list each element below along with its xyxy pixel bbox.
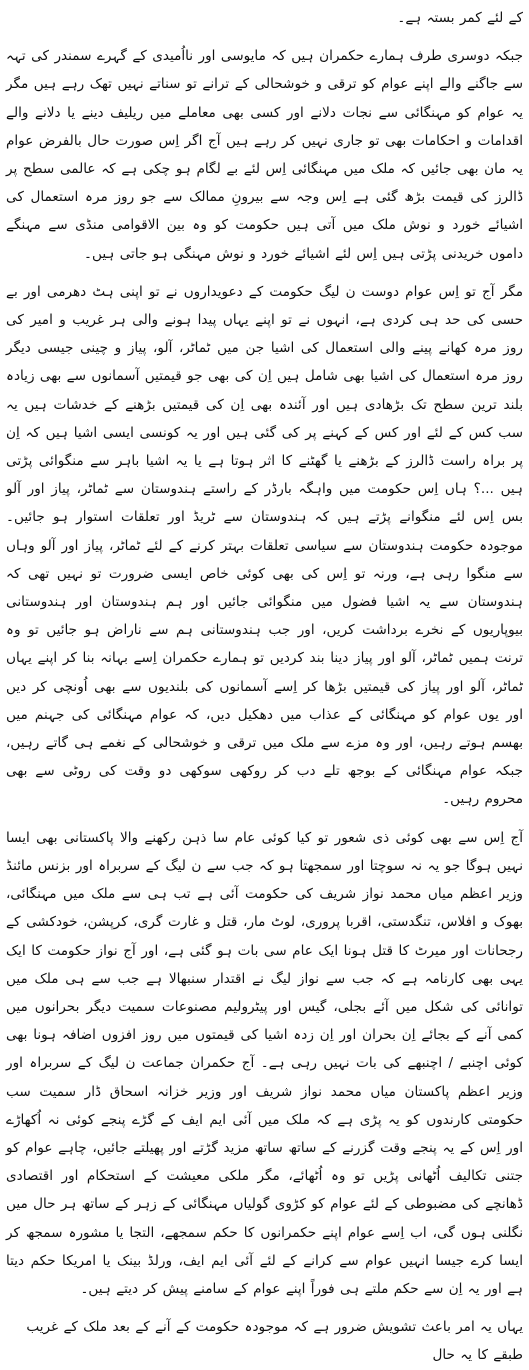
paragraph-1: کے لئے کمر بستہ ہے۔ (397, 10, 523, 26)
paragraph-gap (6, 814, 523, 824)
paragraph-4: آج اِس سے بھی کوئی ذی شعور تو کیا کوئی عام سا ذہن رکھنے والا پاکستانی بھی ایسا نہیں ہوگا جو یہ نہ سوچتا اور سمجھتا ہو کہ جب سے ن لیگ کے سربراہ اور بزنس مائنڈ وزیر اعظم میاں محمد نواز شریف کی حکومت آئی ہے تب ہی سے ملک میں مہنگائی، بھوک و افلاس، تنگدستی، اقربا پروری، لوٹ مار، قتل و غارت گری، کرپشن، خودکشی کے رجحانات اور میرٹ کا قتل ہونا ایک عام سی بات ہو گئی ہے، اور آج نواز حکومت کا ایک یہی بھی کارنامہ ہے کہ جب سے نواز لیگ نے اقتدار سنبھالا ہے جب سے ہی ملک میں توانائی کی شکل میں آئے بجلی، گیس اور پیٹرولیم مصنوعات سمیت دیگر بحرانوں میں کمی آنے کے بجائے اِن بحران اور اِن زدہ اشیا کی قیمتوں میں روز افزوں اضافہ ہونا بھی کوئی اچنبے / اچنبھے کی بات نہیں رہی ہے۔ آج حکمران جماعت ن لیگ کے سربراہ اور وزیر اعظم پاکستان میاں محمد نواز شریف اور وزیر خزانہ اسحاق ڈار سمیت سب حکومتی کارندوں کو یہ پڑی ہے کہ ملک میں آئی ایم ایف کے گڑے پنجے کوئی نہ اُکھاڑے اور اِس کے یہ پنجے وقت گزرنے کے ساتھ ساتھ مزید گڑتے اور پھیلتے جائیں، چاہے عوام کو جتنی تکالیف اُٹھانی پڑیں تو وہ اُٹھائے، مگر ملکی معیشت کے استحکام اور اقتصادی ڈھانچے کی مضبوطی کے لئے عوام کو کڑوی گولیاں مہنگائی کے زہر کے ساتھ ہر حال میں نگلنی ہوں گی، اب اِسے عوام اپنے حکمرانوں کا حکم سمجھے، التجا یا مشورہ سمجھ کر ایسا کرے جیسا انہیں عوام سے کرانے کے لئے آئی ایم ایف، ورلڈ بینک یا امریکا حکم دیتا ہے اور یہ اِن سے حکم ملتے ہی فوراً اپنے عوام کے سامنے پیش کر دیتے ہیں۔ (6, 829, 523, 1297)
paragraph-3: مگر آج تو اِس عوام دوست ن لیگ حکومت کے دعویداروں نے تو اپنی ہٹ دھرمی اور بے حسی کی حد ہی کردی ہے، انہوں نے تو اپنے یہاں پیدا ہونے والی ہر غریب و امیر کی روز مرہ کھانے پینے والی استعمال کی اشیا جن میں ٹماٹر، آلو، پیاز و چینی جیسی دیگر روز مرہ استعمال کی اشیا بھی شامل ہیں اِن کی بھی جو قیمتیں آسمانوں سے بھی زیادہ بلند ترین سطح تک بڑھادی ہیں اور آئندہ بھی اِن کی قیمتیں بڑھنے کے خدشات ہیں یہ سب کس کے لئے اور کس کے کہنے پر کی گئی ہیں اور یہ کونسی ایسی اشیا ہیں کہ اِن پر براہ راست ڈالرز کے بڑھنے یا گھٹنے کا اثر ہوتا ہے یا یہ اشیا باہر سے منگوائی پڑتی ہیں ...؟ ہاں اِس حکومت میں واہگہ بارڈر کے راستے ہندوستان سے ٹماٹر، پیاز اور آلو بس اِس لئے منگوانے پڑتے ہیں کہ ہندوستان سے ٹریڈ اور تعلقات استوار ہو جائیں۔ موجودہ حکومت ہندوستان سے سیاسی تعلقات بہتر کرنے کے لئے ٹماٹر، پیاز اور آلو وہاں سے منگوا رہی ہے، ورنہ تو اِس کی بھی کوئی خاص ایسی ضرورت تو نہیں تھی کہ ہندوستان سے یہ اشیا فضول میں منگوائی جائیں اور ہم ہندوستان اور ہندوستانی بیوپاریوں کے نخرے برداشت کریں، اور جب ہندوستانی ہم سے ناراض ہو جائیں تو وہ ترنت ہمیں ٹماٹر، آلو اور پیاز دینا بند کردیں تو ہمارے حکمران اِسے بہانہ بنا کر اپنے یہاں ٹماٹر، آلو اور پیاز کی قیمتیں بڑھا کر اِسے آسمانوں کی بلندیوں سے بھی اُونچی کر دیں اور یوں عوام کو مہنگائی کے عذاب میں دھکیل دیں، کہ عوام مہنگائی کی جہنم میں بھسم ہوتے رہیں، اور وہ مزے سے ملک میں ترقی و خوشحالی کے نغمے ہی گاتے رہیں، جبکہ عوام مہنگائی کے بوجھ تلے دب کر روکھی سوکھی دو وقت کی روٹی سے بھی محروم رہیں۔ (6, 283, 523, 808)
paragraph-gap (6, 268, 523, 278)
paragraph-gap (6, 1303, 523, 1313)
paragraph-5: یہاں یہ امر باعث تشویش ضرور ہے کہ موجودہ حکومت کے آنے کے بعد ملک کے غریب طبقے کا یہ حال (26, 1319, 523, 1364)
paragraph-gap (6, 32, 523, 42)
paragraph-2: جبکہ دوسری طرف ہمارے حکمران ہیں کہ مایوسی اور نااُمیدی کے گہرے سمندر کی تہہ سے جاگنے والے اپنے عوام کو ترقی و خوشحالی کے ترانے تو سناتے نہیں تھک رہے ہیں مگر یہ عوام کو مہنگائی سے نجات دلانے اور کسی بھی معاملے میں ریلیف دینے یا دلانے والے اقدامات و احکامات بھی تو جاری نہیں کر رہے ہیں آج اگر اِس صورت حال بالفرض عوام یہ مان بھی جائیں کہ ملک میں مہنگائی اِس لئے بے لگام ہو چکی ہے کہ عالمی سطح پر ڈالرز کی قیمت بڑھ گئی ہے اِس وجہ سے بیرونِ ممالک سے جو روز مرہ استعمال کی اشیائے خورد و نوش ملک میں آتی ہیں حکومت کو وہ بین الاقوامی منڈی سے مہنگے داموں خریدنی پڑتی ہیں اِس لئے اشیائے خورد و نوش مہنگی ہو جاتی ہیں۔ (6, 48, 523, 262)
